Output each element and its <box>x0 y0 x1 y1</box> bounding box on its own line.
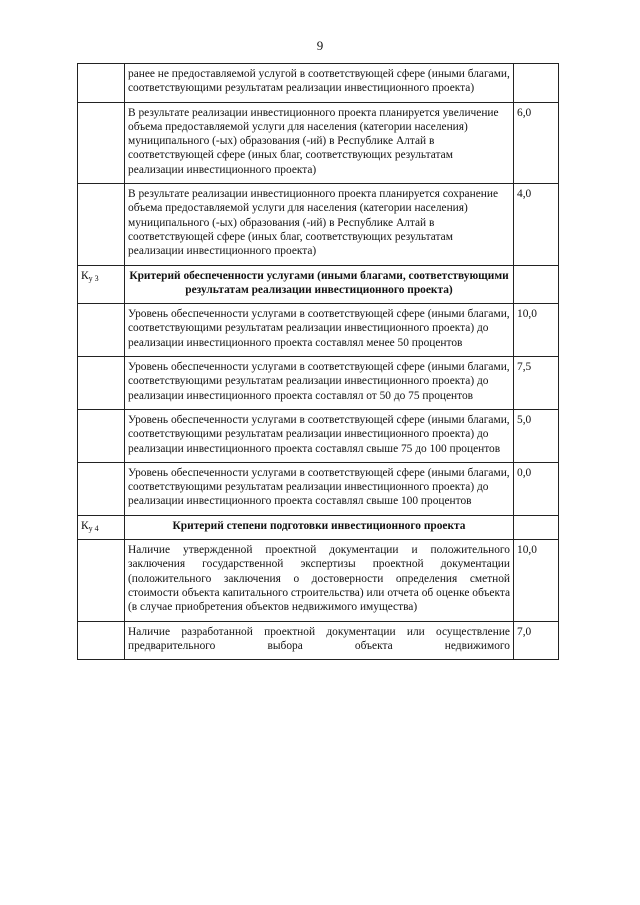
table-row <box>78 357 559 410</box>
criterion-text: Уровень обеспеченности услугами в соответствующей сфере (иными благами, соответствующими результатам реализации инвестиционного проекта) до реализации инвестиционного проекта составлял менее 50 процентов <box>125 304 514 357</box>
criterion-code <box>78 621 125 660</box>
table-row-criterion-header <box>78 515 559 539</box>
table-row <box>78 462 559 515</box>
criterion-score: 5,0 <box>514 409 559 462</box>
table-row-criterion-header <box>78 265 559 304</box>
criterion-code <box>78 184 125 265</box>
criterion-score: 0,0 <box>514 462 559 515</box>
criterion-code-index: у 4 <box>88 523 99 533</box>
criterion-score: 6,0 <box>514 102 559 183</box>
criterion-score <box>514 64 559 103</box>
table-row <box>78 102 559 183</box>
criteria-table <box>77 63 559 660</box>
criterion-text: Уровень обеспеченности услугами в соответствующей сфере (иными благами, соответствующими результатам реализации инвестиционного проекта) до реализации инвестиционного проекта составлял свыше 100 процентов <box>125 462 514 515</box>
table-row <box>78 184 559 265</box>
criterion-text: Уровень обеспеченности услугами в соответствующей сфере (иными благами, соответствующими результатам реализации инвестиционного проекта) до реализации инвестиционного проекта составлял от 50 до 75 процентов <box>125 357 514 410</box>
criterion-code <box>78 462 125 515</box>
criterion-code-letter: К <box>81 269 89 282</box>
table-row <box>78 64 559 103</box>
criterion-score <box>514 265 559 304</box>
criterion-code <box>78 265 125 304</box>
criterion-code <box>78 304 125 357</box>
criterion-score <box>514 515 559 539</box>
criterion-header: Критерий степени подготовки инвестиционного проекта <box>125 515 514 539</box>
criterion-code <box>78 64 125 103</box>
criterion-text: ранее не предоставляемой услугой в соответствующей сфере (иными благами, соответствующими результатам реализации инвестиционного проекта) <box>125 64 514 103</box>
criterion-score: 10,0 <box>514 304 559 357</box>
criterion-code <box>78 102 125 183</box>
criterion-text: В результате реализации инвестиционного проекта планируется сохранение объема предоставляемой услуги для населения (категории населения) муниципального (-ых) образования (-ий) в Республике Алтай в соответствующей сфере (иных благ, соответствующих результатам реализации инвестиционного проекта) <box>125 184 514 265</box>
criterion-score: 7,5 <box>514 357 559 410</box>
criterion-text: Наличие утвержденной проектной документации и положительного заключения государственной экспертизы проектной документации (положительного заключения о достоверности определения сметной стоимости объекта капитального строительства) или отчета об оценке объекта (в случае приобретения объектов недвижимого имущества) <box>125 540 514 621</box>
page-number: 9 <box>316 38 324 53</box>
table-row <box>78 621 559 660</box>
table-row <box>78 304 559 357</box>
criterion-text: Уровень обеспеченности услугами в соответствующей сфере (иными благами, соответствующими результатам реализации инвестиционного проекта) до реализации инвестиционного проекта составлял свыше 75 до 100 процентов <box>125 409 514 462</box>
criterion-header: Критерий обеспеченности услугами (иными благами, соответствующими результатам реализации инвестиционного проекта) <box>125 265 514 304</box>
criterion-code <box>78 357 125 410</box>
criterion-text: Наличие разработанной проектной документации или осуществление предварительного выбора объекта недвижимого <box>125 621 514 660</box>
criterion-text: В результате реализации инвестиционного проекта планируется увеличение объема предоставляемой услуги для населения (категории населения) муниципального (-ых) образования (-ий) в Республике Алтай в соответствующей сфере (иных благ, соответствующих результатам реализации инвестиционного проекта) <box>125 102 514 183</box>
criterion-score: 7,0 <box>514 621 559 660</box>
criterion-code <box>78 540 125 621</box>
table-row <box>78 540 559 621</box>
criterion-score: 10,0 <box>514 540 559 621</box>
criterion-code-index: у 3 <box>88 273 99 283</box>
table-row <box>78 409 559 462</box>
criterion-code <box>78 409 125 462</box>
criterion-score: 4,0 <box>514 184 559 265</box>
criterion-code <box>78 515 125 539</box>
criterion-code-letter: К <box>81 519 89 532</box>
